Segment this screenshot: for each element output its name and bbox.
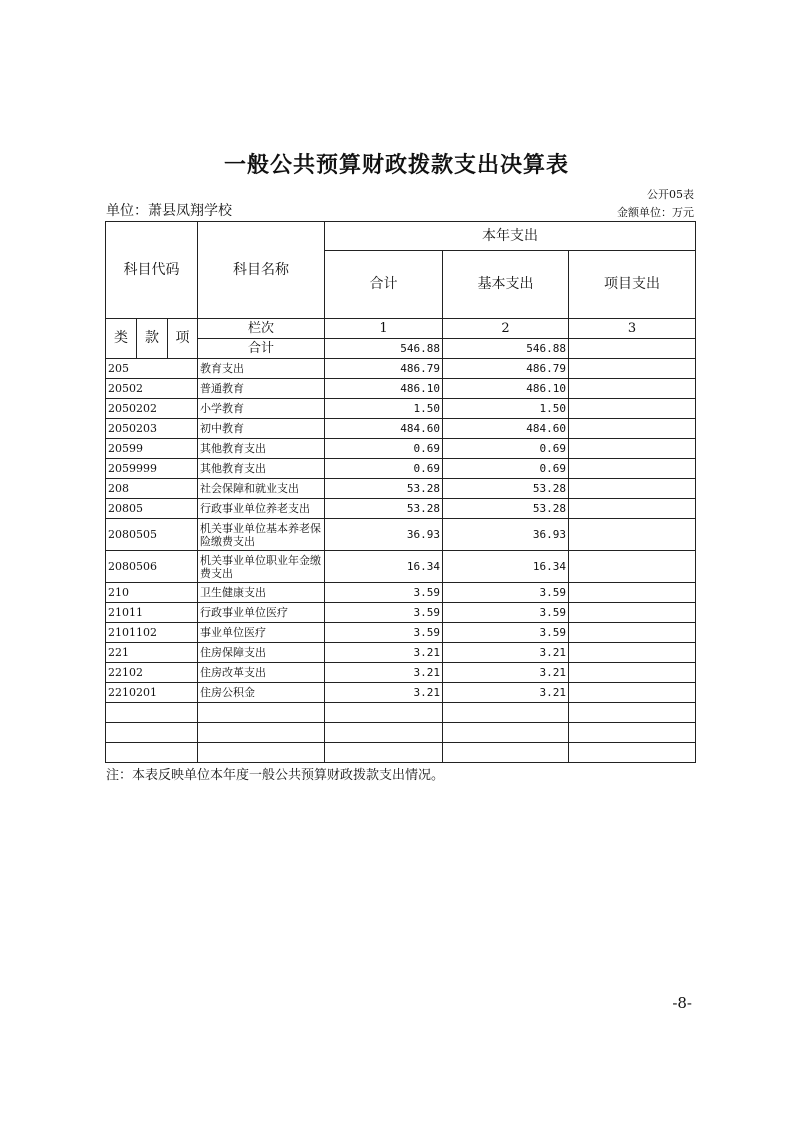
row-name: 小学教育 [198, 399, 325, 419]
row-total: 3.59 [325, 623, 443, 643]
sum-label: 合计 [198, 339, 325, 359]
header-row-1 [106, 222, 696, 251]
blank-cell [106, 723, 198, 743]
table-row [106, 551, 696, 583]
table-row [106, 643, 696, 663]
header-row-3 [106, 319, 696, 339]
row-project [569, 583, 696, 603]
table-row [106, 379, 696, 399]
row-name: 住房改革支出 [198, 663, 325, 683]
header-code: 科目代码 [106, 222, 198, 319]
row-basic: 3.59 [443, 583, 569, 603]
blank-cell [569, 703, 696, 723]
row-basic: 3.21 [443, 683, 569, 703]
header-col1: 1 [325, 319, 443, 339]
row-name: 社会保障和就业支出 [198, 479, 325, 499]
row-basic: 16.34 [443, 551, 569, 583]
row-project [569, 359, 696, 379]
expenditure-table [105, 221, 696, 763]
row-code: 2210201 [106, 683, 198, 703]
row-project [569, 419, 696, 439]
table-row [106, 419, 696, 439]
row-basic: 486.79 [443, 359, 569, 379]
sum-total: 546.88 [325, 339, 443, 359]
row-project [569, 499, 696, 519]
header-name: 科目名称 [198, 222, 325, 319]
blank-cell [325, 743, 443, 763]
row-project [569, 603, 696, 623]
header-kuan: 款 [137, 319, 168, 359]
row-name: 机关事业单位基本养老保险缴费支出 [198, 519, 325, 551]
header-column-no: 栏次 [198, 319, 325, 339]
row-total: 3.59 [325, 603, 443, 623]
row-name: 普通教育 [198, 379, 325, 399]
table-row [106, 663, 696, 683]
header-total: 合计 [325, 251, 443, 319]
row-name: 行政事业单位养老支出 [198, 499, 325, 519]
table-row [106, 399, 696, 419]
row-code: 208 [106, 479, 198, 499]
row-name: 其他教育支出 [198, 439, 325, 459]
row-total: 53.28 [325, 499, 443, 519]
row-basic: 36.93 [443, 519, 569, 551]
row-code: 2080506 [106, 551, 198, 583]
row-name: 住房保障支出 [198, 643, 325, 663]
table-row [106, 519, 696, 551]
row-code: 221 [106, 643, 198, 663]
blank-cell [325, 703, 443, 723]
row-name: 初中教育 [198, 419, 325, 439]
row-project [569, 683, 696, 703]
sum-basic: 546.88 [443, 339, 569, 359]
table-row [106, 359, 696, 379]
header-current-year: 本年支出 [325, 222, 696, 251]
blank-cell [443, 703, 569, 723]
row-total: 484.60 [325, 419, 443, 439]
row-code: 2050203 [106, 419, 198, 439]
row-code: 2050202 [106, 399, 198, 419]
blank-cell [569, 743, 696, 763]
row-project [569, 623, 696, 643]
row-basic: 1.50 [443, 399, 569, 419]
row-total: 36.93 [325, 519, 443, 551]
row-code: 2059999 [106, 459, 198, 479]
row-total: 3.21 [325, 683, 443, 703]
form-number: 公开05表 [647, 188, 694, 201]
row-code: 21011 [106, 603, 198, 623]
table-row [106, 479, 696, 499]
row-total: 1.50 [325, 399, 443, 419]
row-project [569, 551, 696, 583]
blank-cell [569, 723, 696, 743]
row-name: 卫生健康支出 [198, 583, 325, 603]
table-row [106, 623, 696, 643]
row-project [569, 439, 696, 459]
row-total: 3.59 [325, 583, 443, 603]
table-row [106, 583, 696, 603]
blank-cell [443, 723, 569, 743]
row-basic: 3.21 [443, 643, 569, 663]
row-basic: 3.21 [443, 663, 569, 683]
row-name: 事业单位医疗 [198, 623, 325, 643]
row-name: 机关事业单位职业年金缴费支出 [198, 551, 325, 583]
row-total: 3.21 [325, 643, 443, 663]
row-project [569, 479, 696, 499]
row-name: 行政事业单位医疗 [198, 603, 325, 623]
blank-row [106, 723, 696, 743]
row-code: 20502 [106, 379, 198, 399]
row-name: 教育支出 [198, 359, 325, 379]
row-total: 0.69 [325, 439, 443, 459]
blank-cell [198, 703, 325, 723]
row-total: 16.34 [325, 551, 443, 583]
row-code: 210 [106, 583, 198, 603]
table-row [106, 603, 696, 623]
row-name: 其他教育支出 [198, 459, 325, 479]
page-title: 一般公共预算财政拨款支出决算表 [223, 152, 569, 178]
page-number: -8- [672, 994, 692, 1012]
blank-cell [443, 743, 569, 763]
footnote: 注：本表反映单位本年度一般公共预算财政拨款支出情况。 [106, 768, 445, 783]
row-name: 住房公积金 [198, 683, 325, 703]
header-lei: 类 [106, 319, 137, 359]
row-code: 2080505 [106, 519, 198, 551]
table-row [106, 683, 696, 703]
table-row [106, 499, 696, 519]
blank-cell [198, 743, 325, 763]
row-project [569, 663, 696, 683]
blank-cell [325, 723, 443, 743]
header-xiang: 项 [168, 319, 198, 359]
row-code: 22102 [106, 663, 198, 683]
row-total: 486.79 [325, 359, 443, 379]
row-total: 3.21 [325, 663, 443, 683]
row-basic: 486.10 [443, 379, 569, 399]
header-col2: 2 [443, 319, 569, 339]
row-basic: 53.28 [443, 479, 569, 499]
row-basic: 0.69 [443, 459, 569, 479]
header-project: 项目支出 [569, 251, 696, 319]
row-code: 20805 [106, 499, 198, 519]
row-total: 53.28 [325, 479, 443, 499]
table-row [106, 439, 696, 459]
unit-row [106, 202, 694, 220]
row-code: 2101102 [106, 623, 198, 643]
row-project [569, 379, 696, 399]
row-project [569, 643, 696, 663]
row-code: 20599 [106, 439, 198, 459]
sum-project [569, 339, 696, 359]
row-project [569, 399, 696, 419]
table-row [106, 459, 696, 479]
row-basic: 484.60 [443, 419, 569, 439]
blank-cell [106, 743, 198, 763]
row-total: 486.10 [325, 379, 443, 399]
row-basic: 53.28 [443, 499, 569, 519]
row-total: 0.69 [325, 459, 443, 479]
row-basic: 3.59 [443, 603, 569, 623]
blank-cell [198, 723, 325, 743]
unit-label: 单位：萧县凤翔学校 [106, 203, 232, 219]
blank-cell [106, 703, 198, 723]
row-basic: 3.59 [443, 623, 569, 643]
blank-row [106, 743, 696, 763]
amount-unit: 金额单位：万元 [617, 206, 694, 219]
row-basic: 0.69 [443, 439, 569, 459]
row-code: 205 [106, 359, 198, 379]
row-project [569, 519, 696, 551]
header-basic: 基本支出 [443, 251, 569, 319]
blank-row [106, 703, 696, 723]
row-project [569, 459, 696, 479]
header-col3: 3 [569, 319, 696, 339]
